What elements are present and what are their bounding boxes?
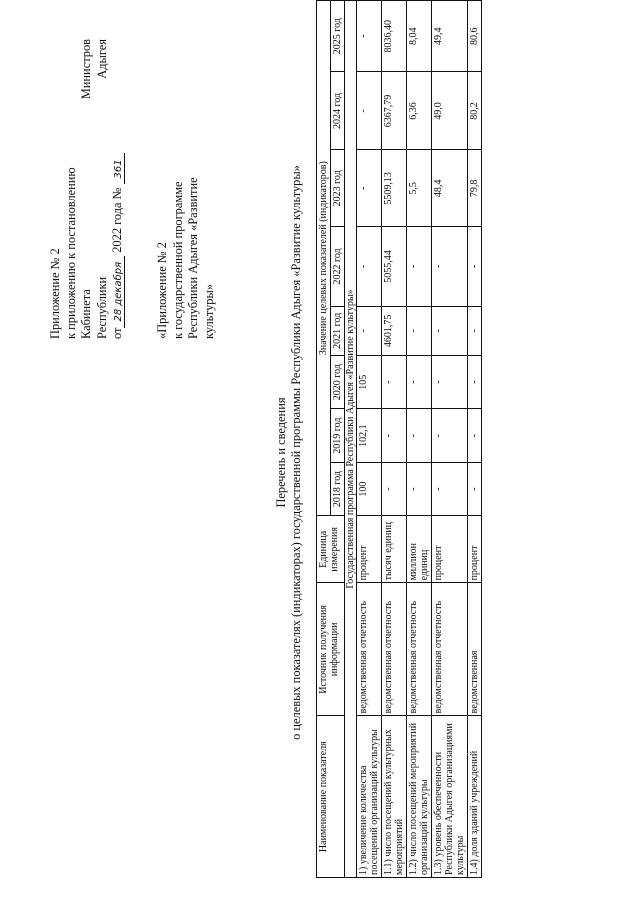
value-cell: - bbox=[432, 409, 468, 462]
header-year: 2025 год bbox=[331, 1, 345, 72]
value-cell: 80,6 bbox=[468, 1, 482, 72]
value-cell: - bbox=[432, 462, 468, 515]
header-year: 2024 год bbox=[331, 72, 345, 150]
indicator-name: 1) увеличение количества посещений организаций культуры bbox=[357, 716, 382, 878]
appendix2-word: государственной bbox=[170, 241, 185, 330]
document-title bbox=[274, 0, 304, 905]
value-cell: - bbox=[357, 1, 382, 72]
value-cell: - bbox=[357, 227, 382, 306]
value-cell: 102,1 bbox=[357, 409, 382, 462]
header-year: 2021 год bbox=[331, 306, 345, 355]
value-cell: 5,5 bbox=[407, 150, 432, 227]
header-values: Значение целевых показателей (индикаторов) bbox=[317, 1, 331, 516]
indicator-unit: миллион единиц bbox=[407, 516, 432, 583]
date-year: 2022 года № bbox=[110, 187, 124, 253]
handwritten-date: 28 декабря bbox=[113, 256, 125, 328]
appendix-word: Адыгея bbox=[94, 39, 109, 79]
header-unit: Единица измерения bbox=[317, 516, 345, 583]
value-cell: - bbox=[382, 355, 407, 408]
indicator-source: ведомственная bbox=[468, 583, 482, 716]
appendix-word: Министров bbox=[79, 39, 93, 100]
appendix-word: Кабинета bbox=[79, 289, 93, 339]
value-cell: 5509,13 bbox=[382, 150, 407, 227]
value-cell: 48,4 bbox=[432, 150, 468, 227]
value-cell: - bbox=[468, 462, 482, 515]
appendix2-word: «Развитие bbox=[186, 177, 200, 231]
value-cell: 6367,79 bbox=[382, 72, 407, 150]
indicator-name: 1.4) доля зданий учреждений bbox=[468, 716, 482, 878]
table-row bbox=[407, 1, 432, 878]
title-line: о целевых показателях (индикаторах) государственной программы Республики Адыгея «Развитие культуры» bbox=[289, 165, 303, 740]
indicator-source: ведомственная отчетность bbox=[407, 583, 432, 716]
indicator-unit: процент bbox=[357, 516, 382, 583]
indicator-name: 1.2) число посещений мероприятий организаций культуры bbox=[407, 716, 432, 878]
title-line: Перечень и сведения bbox=[274, 397, 288, 508]
appendix2-word: Адыгея bbox=[186, 234, 200, 274]
handwritten-number: 361 bbox=[113, 153, 125, 184]
value-cell: 100 bbox=[357, 462, 382, 515]
value-cell: - bbox=[407, 227, 432, 306]
value-cell: - bbox=[407, 306, 432, 355]
indicator-source: ведомственная отчетность bbox=[432, 583, 468, 716]
indicator-name: 1.3) уровень обеспеченности Республики Адыгея организациями культуры bbox=[432, 716, 468, 878]
table-row bbox=[382, 1, 407, 878]
value-cell: - bbox=[357, 72, 382, 150]
value-cell: - bbox=[407, 462, 432, 515]
appendix-line bbox=[95, 39, 111, 339]
header-year: 2022 год bbox=[331, 227, 345, 306]
appendix-line bbox=[79, 39, 95, 339]
appendix-line: к приложению к постановлению bbox=[63, 167, 78, 339]
value-cell: 49,0 bbox=[432, 72, 468, 150]
header-year: 2018 год bbox=[331, 462, 345, 515]
indicator-unit: процент bbox=[432, 516, 468, 583]
value-cell: - bbox=[357, 150, 382, 227]
value-cell: - bbox=[468, 355, 482, 408]
value-cell: 5055,44 bbox=[382, 227, 407, 306]
indicator-unit: тысяч единиц bbox=[382, 516, 407, 583]
appendix2-line: «Приложение № 2 bbox=[155, 242, 169, 339]
value-cell: - bbox=[432, 306, 468, 355]
appendix2-line bbox=[186, 39, 202, 339]
indicator-name: 1.1) число посещений культурных мероприятий bbox=[382, 716, 407, 878]
value-cell: - bbox=[468, 306, 482, 355]
indicator-source: ведомственная отчетность bbox=[382, 583, 407, 716]
value-cell: - bbox=[432, 355, 468, 408]
value-cell: 79,8 bbox=[468, 150, 482, 227]
value-cell: 80,2 bbox=[468, 72, 482, 150]
indicator-source: ведомственная отчетность bbox=[357, 583, 382, 716]
value-cell: 8,04 bbox=[407, 1, 432, 72]
section-row bbox=[345, 1, 357, 878]
appendix-date-line bbox=[110, 39, 127, 339]
program-appendix bbox=[155, 39, 217, 339]
value-cell: 6,36 bbox=[407, 72, 432, 150]
value-cell: 4601,75 bbox=[382, 306, 407, 355]
table-row bbox=[468, 1, 482, 878]
table-row bbox=[432, 1, 468, 878]
indicator-unit: процент bbox=[468, 516, 482, 583]
appendix2-line bbox=[171, 39, 187, 339]
value-cell: - bbox=[432, 227, 468, 306]
value-cell: - bbox=[407, 409, 432, 462]
appendix2-line: культуры» bbox=[201, 283, 216, 339]
value-cell: - bbox=[382, 409, 407, 462]
value-cell: 49,4 bbox=[432, 1, 468, 72]
value-cell: - bbox=[407, 355, 432, 408]
appendix-line: Приложение № 2 bbox=[48, 248, 62, 339]
value-cell: 105 bbox=[357, 355, 382, 408]
appendix2-word: программе bbox=[170, 181, 185, 239]
header-year: 2023 год bbox=[331, 150, 345, 227]
value-cell: 8036,40 bbox=[382, 1, 407, 72]
header-name: Наименование показателя bbox=[317, 716, 345, 878]
value-cell: - bbox=[357, 306, 382, 355]
value-cell: - bbox=[468, 409, 482, 462]
value-cell: - bbox=[382, 462, 407, 515]
appendix-word: Республики bbox=[94, 276, 109, 339]
section-title: Государственная программа Республики Адыгея «Развитие культуры» bbox=[345, 1, 357, 878]
header-year: 2019 год bbox=[331, 409, 345, 462]
header-source: Источник получения информации bbox=[317, 583, 345, 716]
value-cell: - bbox=[468, 227, 482, 306]
header-year: 2020 год bbox=[331, 355, 345, 408]
appendix2-word: Республики bbox=[186, 276, 200, 339]
indicators-table bbox=[316, 0, 482, 878]
appendix-header bbox=[48, 39, 127, 339]
appendix2-word: к bbox=[170, 332, 185, 339]
table-row bbox=[357, 1, 382, 878]
date-prefix: от bbox=[110, 327, 124, 339]
